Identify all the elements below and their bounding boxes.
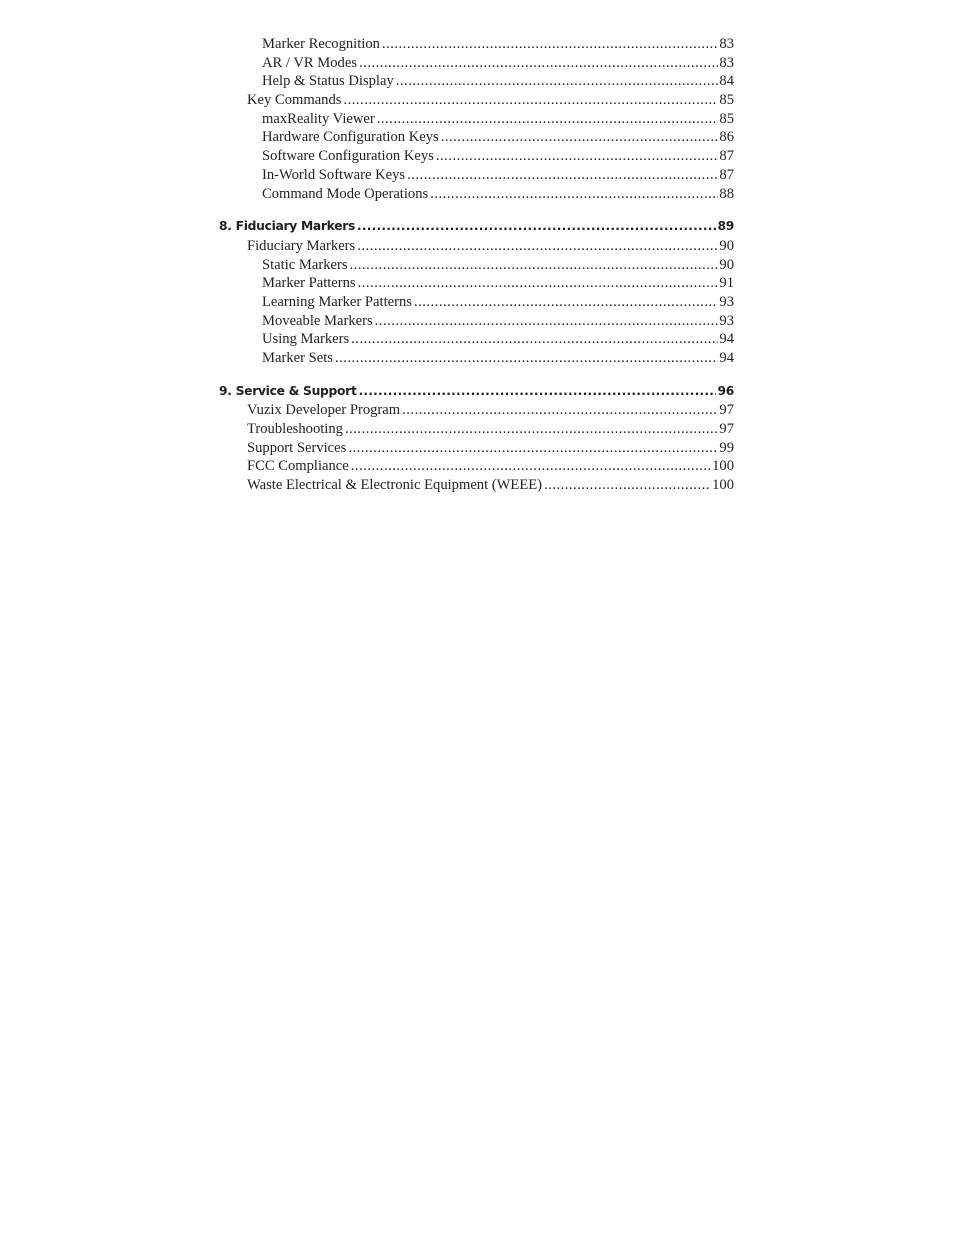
toc-page-number: 93 (719, 312, 734, 329)
toc-page-number: 84 (719, 73, 734, 90)
section-gap (219, 369, 734, 384)
toc-dot-leader (544, 477, 711, 494)
toc-dot-leader (357, 219, 716, 233)
toc-page-number: 100 (712, 458, 734, 475)
toc-page-number: 94 (719, 350, 734, 366)
toc-page-number: 90 (719, 237, 734, 254)
toc-dot-leader (402, 402, 718, 419)
section-gap (219, 204, 734, 219)
toc-entry-title: Command Mode Operations (262, 185, 429, 202)
toc-entry[interactable] (219, 148, 734, 167)
toc-entry[interactable] (219, 257, 734, 276)
toc-entry[interactable] (219, 167, 734, 186)
toc-entry-title: Using Markers (262, 331, 350, 348)
toc-dot-leader (358, 275, 719, 292)
toc-page-number: 87 (719, 166, 734, 183)
toc-dot-leader (357, 238, 718, 255)
toc-page-number: 97 (719, 402, 734, 419)
toc-entry[interactable] (219, 477, 734, 496)
toc-dot-leader (350, 257, 719, 274)
toc-entry-title: Troubleshooting (247, 421, 343, 438)
toc-entry[interactable] (219, 440, 734, 459)
toc-dot-leader (348, 440, 718, 457)
toc-page-number: 89 (717, 219, 734, 234)
toc-dot-leader (430, 186, 718, 203)
toc-entry-title: Key Commands (247, 92, 342, 109)
toc-entry[interactable] (219, 350, 734, 369)
toc-entry-title: Vuzix Developer Program (247, 402, 401, 419)
toc-page-number: 94 (719, 331, 734, 348)
toc-dot-leader (441, 129, 719, 146)
toc-dot-leader (343, 92, 718, 109)
toc-entry-title: Marker Recognition (262, 36, 380, 52)
toc-chapter-entry[interactable] (219, 219, 734, 238)
toc-dot-leader (377, 111, 719, 128)
toc-entry-title: 9. Service & Support (219, 383, 357, 398)
toc-entry[interactable] (219, 275, 734, 294)
toc-dot-leader (382, 36, 718, 53)
toc-entry-title: Software Configuration Keys (262, 148, 434, 165)
toc-dot-leader (407, 167, 718, 184)
toc-page-number: 88 (719, 185, 734, 202)
toc-chapter-entry[interactable] (219, 384, 734, 403)
toc-entry-title: Waste Electrical & Electronic Equipment (WEEE) (247, 477, 543, 494)
toc-entry[interactable] (219, 238, 734, 257)
toc-entry[interactable] (219, 294, 734, 313)
toc-dot-leader (345, 421, 718, 438)
toc-entry-title: Fiduciary Markers (247, 237, 356, 254)
toc-entry-title: In-World Software Keys (262, 166, 406, 183)
toc-dot-leader (351, 331, 718, 348)
toc-page-number: 83 (719, 36, 734, 52)
toc-entry-title: Hardware Configuration Keys (262, 129, 439, 146)
toc-entry-title: Help & Status Display (262, 73, 394, 90)
toc-page-number: 97 (719, 421, 734, 438)
toc-entry[interactable] (219, 55, 734, 74)
toc-page-number: 96 (717, 383, 734, 398)
toc-page-number: 83 (719, 54, 734, 71)
toc-dot-leader (436, 148, 719, 165)
toc-page-number: 85 (719, 92, 734, 109)
toc-entry-title: Marker Sets (262, 350, 333, 366)
toc-page-number: 87 (719, 148, 734, 165)
toc-entry[interactable] (219, 313, 734, 332)
toc-page-number: 100 (712, 477, 734, 494)
toc-dot-leader (414, 294, 718, 311)
toc-entry-title: Learning Marker Patterns (262, 293, 412, 310)
toc-entry-title: Support Services (247, 439, 347, 456)
toc-entry-title: Moveable Markers (262, 312, 373, 329)
toc-entry-title: Marker Patterns (262, 275, 356, 292)
toc-entry[interactable] (219, 186, 734, 205)
toc-entry[interactable] (219, 92, 734, 111)
toc-page-number: 85 (719, 110, 734, 127)
toc-entry-title: FCC Compliance (247, 458, 349, 475)
toc-entry[interactable] (219, 458, 734, 477)
toc-page-number: 99 (719, 439, 734, 456)
toc-dot-leader (359, 55, 718, 72)
toc-entry[interactable] (219, 129, 734, 148)
toc-entry[interactable] (219, 331, 734, 350)
toc-dot-leader (351, 458, 711, 475)
toc-page-number: 93 (719, 293, 734, 310)
toc-dot-leader (396, 73, 719, 90)
toc-entry[interactable] (219, 111, 734, 130)
toc-entry-title: 8. Fiduciary Markers (219, 219, 356, 234)
toc-entry[interactable] (219, 36, 734, 55)
toc-entry-title: Static Markers (262, 256, 348, 273)
toc-entry-title: AR / VR Modes (262, 54, 358, 71)
toc-page-number: 91 (719, 275, 734, 292)
toc-entry-title: maxReality Viewer (262, 110, 375, 127)
toc-page-number: 86 (719, 129, 734, 146)
toc-entry[interactable] (219, 421, 734, 440)
toc-page-number: 90 (719, 256, 734, 273)
toc-entry[interactable] (219, 402, 734, 421)
toc-entry[interactable] (219, 73, 734, 92)
toc-dot-leader (375, 313, 719, 330)
toc-dot-leader (335, 350, 718, 367)
toc-dot-leader (359, 384, 717, 398)
table-of-contents (219, 36, 734, 496)
